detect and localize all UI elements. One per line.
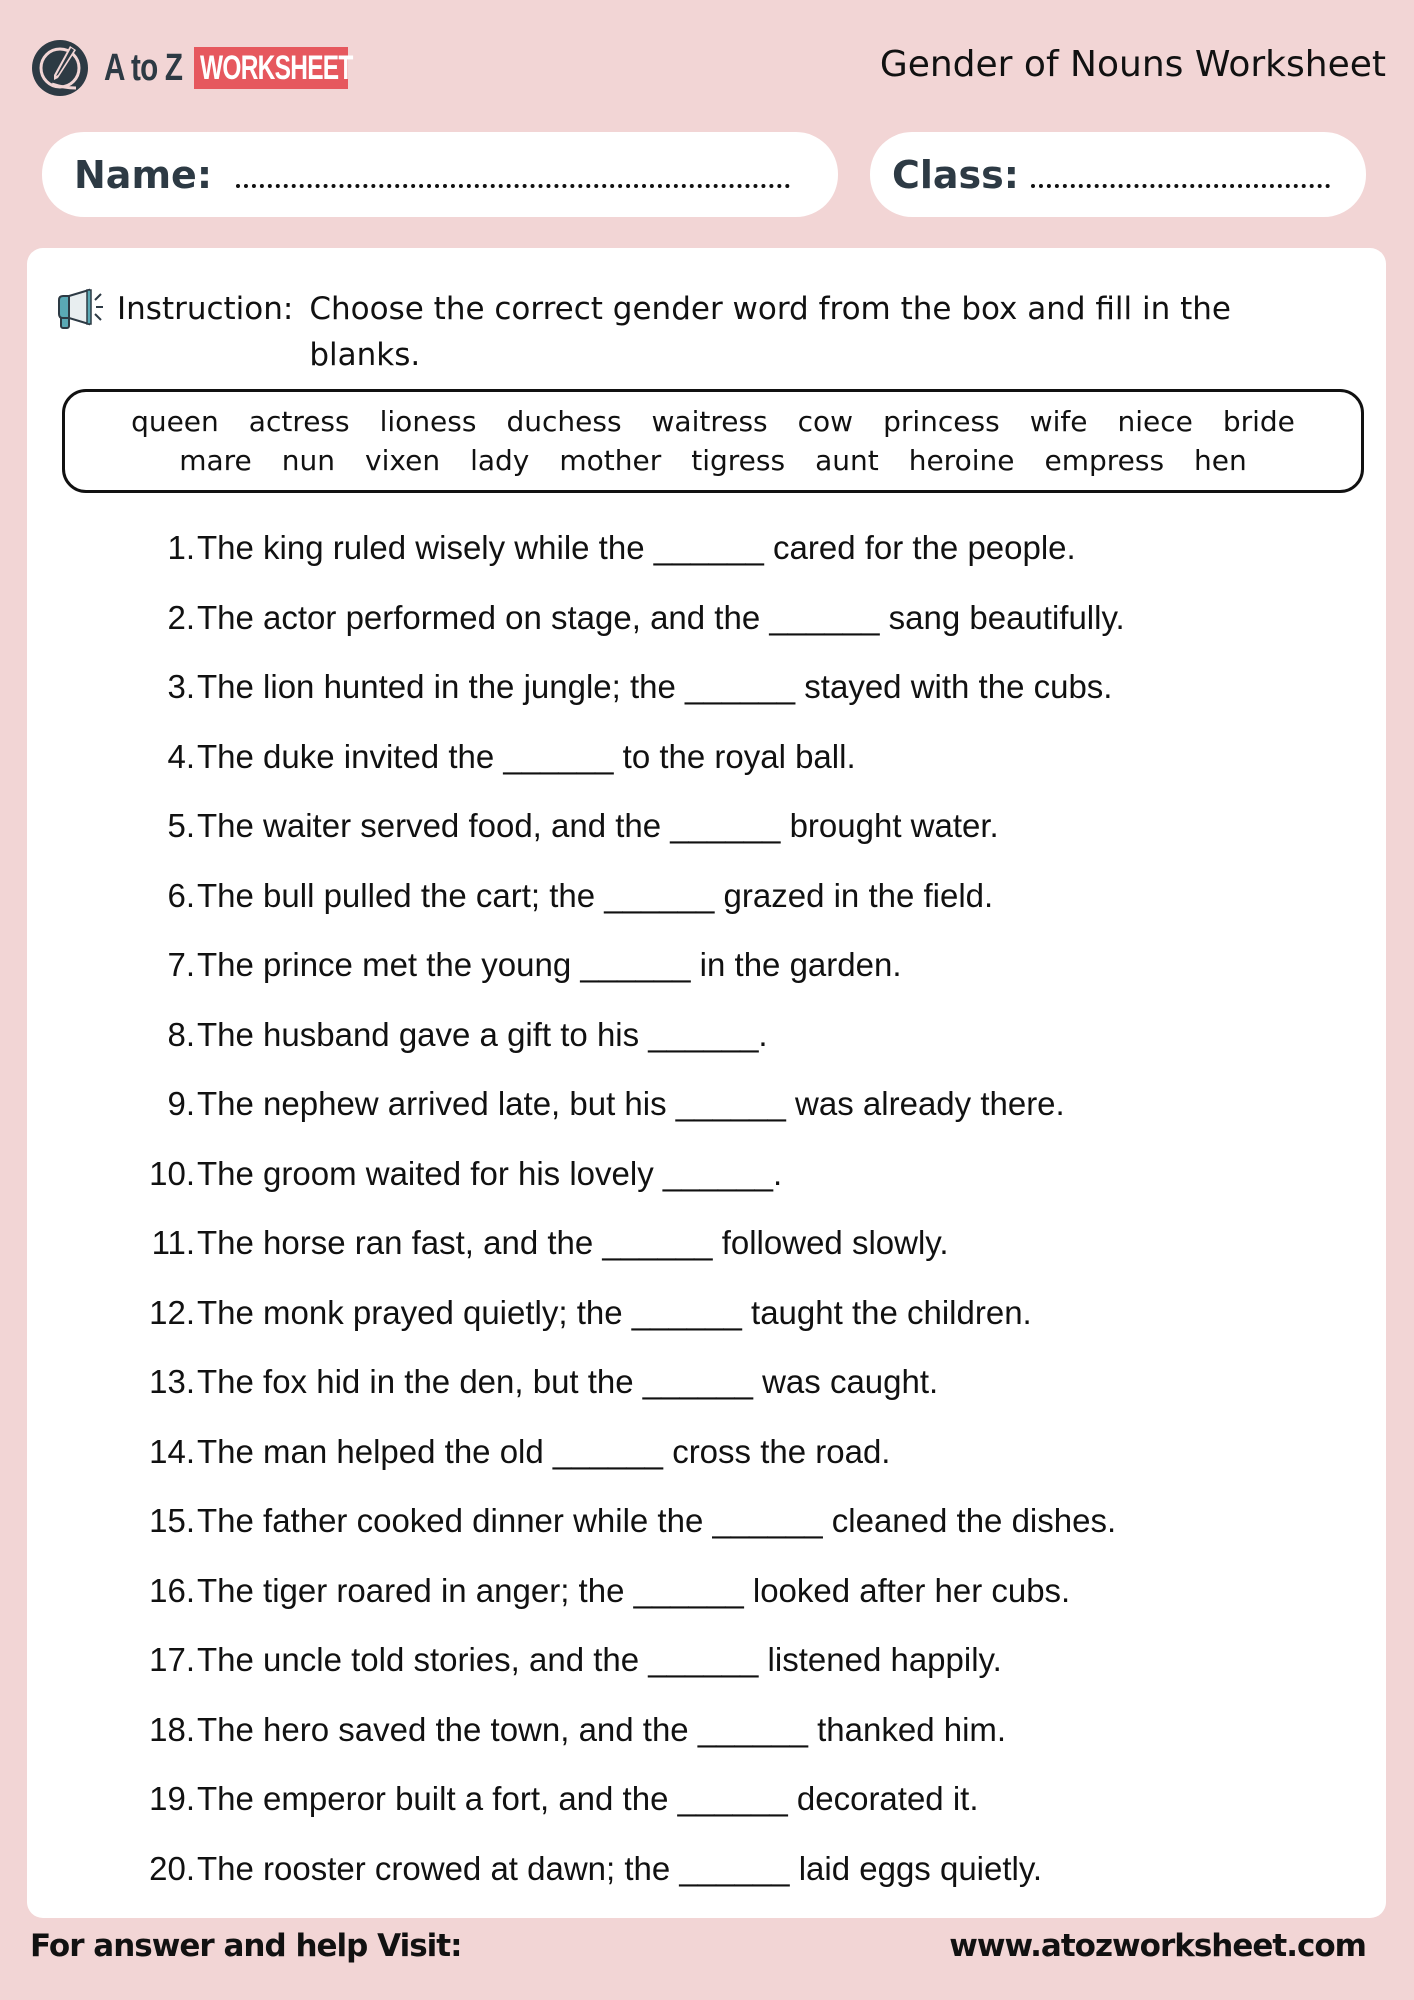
word: vixen	[365, 444, 441, 477]
question-item[interactable]	[27, 1635, 1002, 1685]
question-text: The rooster crowed at dawn; the ______ laid eggs quietly.	[197, 1849, 1043, 1887]
word: niece	[1117, 405, 1193, 438]
word: tigress	[691, 444, 786, 477]
question-item[interactable]	[27, 732, 856, 782]
question-number: 10.	[149, 1154, 195, 1192]
question-text: The man helped the old ______ cross the road.	[197, 1432, 891, 1470]
megaphone-icon	[55, 288, 107, 332]
question-text: The emperor built a fort, and the ______ decorated it.	[197, 1780, 979, 1817]
question-text: The lion hunted in the jungle; the ______ stayed with the cubs.	[197, 668, 1113, 705]
footer-website-link[interactable]: www.atozworksheet.com	[949, 1928, 1366, 1964]
word: waitress	[651, 405, 768, 438]
page-footer	[30, 1928, 1366, 1964]
question-number: 17.	[149, 1641, 195, 1678]
question-number: 19.	[149, 1780, 195, 1817]
question-text: The prince met the young ______ in the garden.	[197, 946, 902, 983]
word: actress	[248, 405, 350, 438]
question-number: 8.	[167, 1015, 195, 1053]
question-number: 13.	[149, 1363, 195, 1400]
word: aunt	[815, 444, 879, 477]
footer-help-text: For answer and help Visit:	[30, 1928, 462, 1964]
question-item[interactable]	[27, 1844, 1042, 1894]
question-number: 7.	[167, 946, 195, 983]
question-number: 16.	[149, 1571, 195, 1609]
question-number: 18.	[149, 1710, 195, 1748]
worksheet-title: Gender of Nouns Worksheet	[879, 44, 1386, 85]
word: lioness	[379, 405, 477, 438]
word: hen	[1194, 444, 1247, 477]
question-item[interactable]	[27, 1079, 1065, 1129]
word: empress	[1044, 444, 1165, 477]
question-text: The groom waited for his lovely ______.	[197, 1154, 783, 1192]
question-text: The fox hid in the den, but the ______ was caught.	[197, 1363, 939, 1400]
word: princess	[883, 405, 1000, 438]
question-number: 1.	[167, 529, 195, 566]
question-item[interactable]	[27, 801, 999, 851]
logo	[30, 38, 353, 98]
word-row-2	[65, 441, 1361, 480]
question-item[interactable]	[27, 662, 1112, 712]
instruction	[55, 286, 1355, 378]
question-number: 2.	[167, 598, 195, 636]
question-number: 12.	[149, 1293, 195, 1331]
question-text: The monk prayed quietly; the ______ taught the children.	[197, 1293, 1032, 1331]
question-item[interactable]	[27, 593, 1125, 643]
question-item[interactable]	[27, 1774, 979, 1824]
class-dotted-line[interactable]	[1031, 184, 1330, 188]
word: queen	[131, 405, 219, 438]
question-number: 4.	[167, 737, 195, 775]
name-label: Name:	[74, 152, 213, 197]
question-number: 15.	[149, 1502, 195, 1539]
word: wife	[1029, 405, 1088, 438]
question-text: The uncle told stories, and the ______ listened happily.	[197, 1641, 1002, 1678]
instruction-label: Instruction:	[117, 291, 294, 327]
question-item[interactable]	[27, 1149, 782, 1199]
brand-name: A to Z	[104, 46, 183, 89]
page-header	[0, 0, 1414, 130]
word: bride	[1222, 405, 1295, 438]
question-text: The waiter served food, and the ______ brought water.	[197, 807, 999, 844]
question-item[interactable]	[27, 871, 993, 921]
worksheet-card	[27, 248, 1386, 1918]
class-label: Class:	[892, 152, 1019, 197]
question-item[interactable]	[27, 1357, 938, 1407]
question-item[interactable]	[27, 1427, 890, 1477]
question-item[interactable]	[27, 1705, 1006, 1755]
question-text: The tiger roared in anger; the ______ looked after her cubs.	[197, 1571, 1071, 1609]
question-item[interactable]	[27, 523, 1076, 573]
word: nun	[281, 444, 336, 477]
question-number: 14.	[149, 1432, 195, 1470]
instruction-text: Choose the correct gender word from the box and fill in the blanks.	[309, 291, 1231, 373]
question-text: The hero saved the town, and the ______ thanked him.	[197, 1710, 1007, 1748]
question-item[interactable]	[27, 1288, 1032, 1338]
word-box	[62, 389, 1364, 493]
question-item[interactable]	[27, 1566, 1070, 1616]
word: cow	[797, 405, 854, 438]
question-text: The actor performed on stage, and the ______ sang beautifully.	[197, 598, 1125, 636]
question-text: The duke invited the ______ to the royal ball.	[197, 737, 856, 775]
question-number: 6.	[167, 876, 195, 914]
question-item[interactable]	[27, 940, 902, 990]
name-field[interactable]	[42, 132, 838, 217]
word: mother	[559, 444, 662, 477]
question-text: The nephew arrived late, but his ______ was already there.	[197, 1085, 1065, 1122]
question-text: The husband gave a gift to his ______.	[197, 1015, 768, 1053]
question-number: 11.	[151, 1224, 195, 1261]
word: duchess	[506, 405, 622, 438]
word: lady	[470, 444, 530, 477]
question-item[interactable]	[27, 1010, 768, 1060]
word: mare	[179, 444, 252, 477]
question-number: 5.	[167, 807, 195, 844]
question-text: The bull pulled the cart; the ______ grazed in the field.	[197, 876, 994, 914]
pen-nib-circle-icon	[30, 38, 90, 98]
word: heroine	[908, 444, 1015, 477]
class-field[interactable]	[870, 132, 1366, 217]
question-number: 3.	[167, 668, 195, 705]
question-number: 9.	[167, 1085, 195, 1122]
question-item[interactable]	[27, 1218, 949, 1268]
question-text: The horse ran fast, and the ______ followed slowly.	[197, 1224, 949, 1261]
question-item[interactable]	[27, 1496, 1116, 1546]
question-text: The father cooked dinner while the ______ cleaned the dishes.	[197, 1502, 1117, 1539]
name-dotted-line[interactable]	[236, 184, 790, 188]
question-text: The king ruled wisely while the ______ cared for the people.	[197, 529, 1076, 566]
question-number: 20.	[149, 1849, 195, 1887]
word-row-1	[65, 402, 1361, 441]
brand-badge: WORKSHEET	[194, 47, 348, 89]
